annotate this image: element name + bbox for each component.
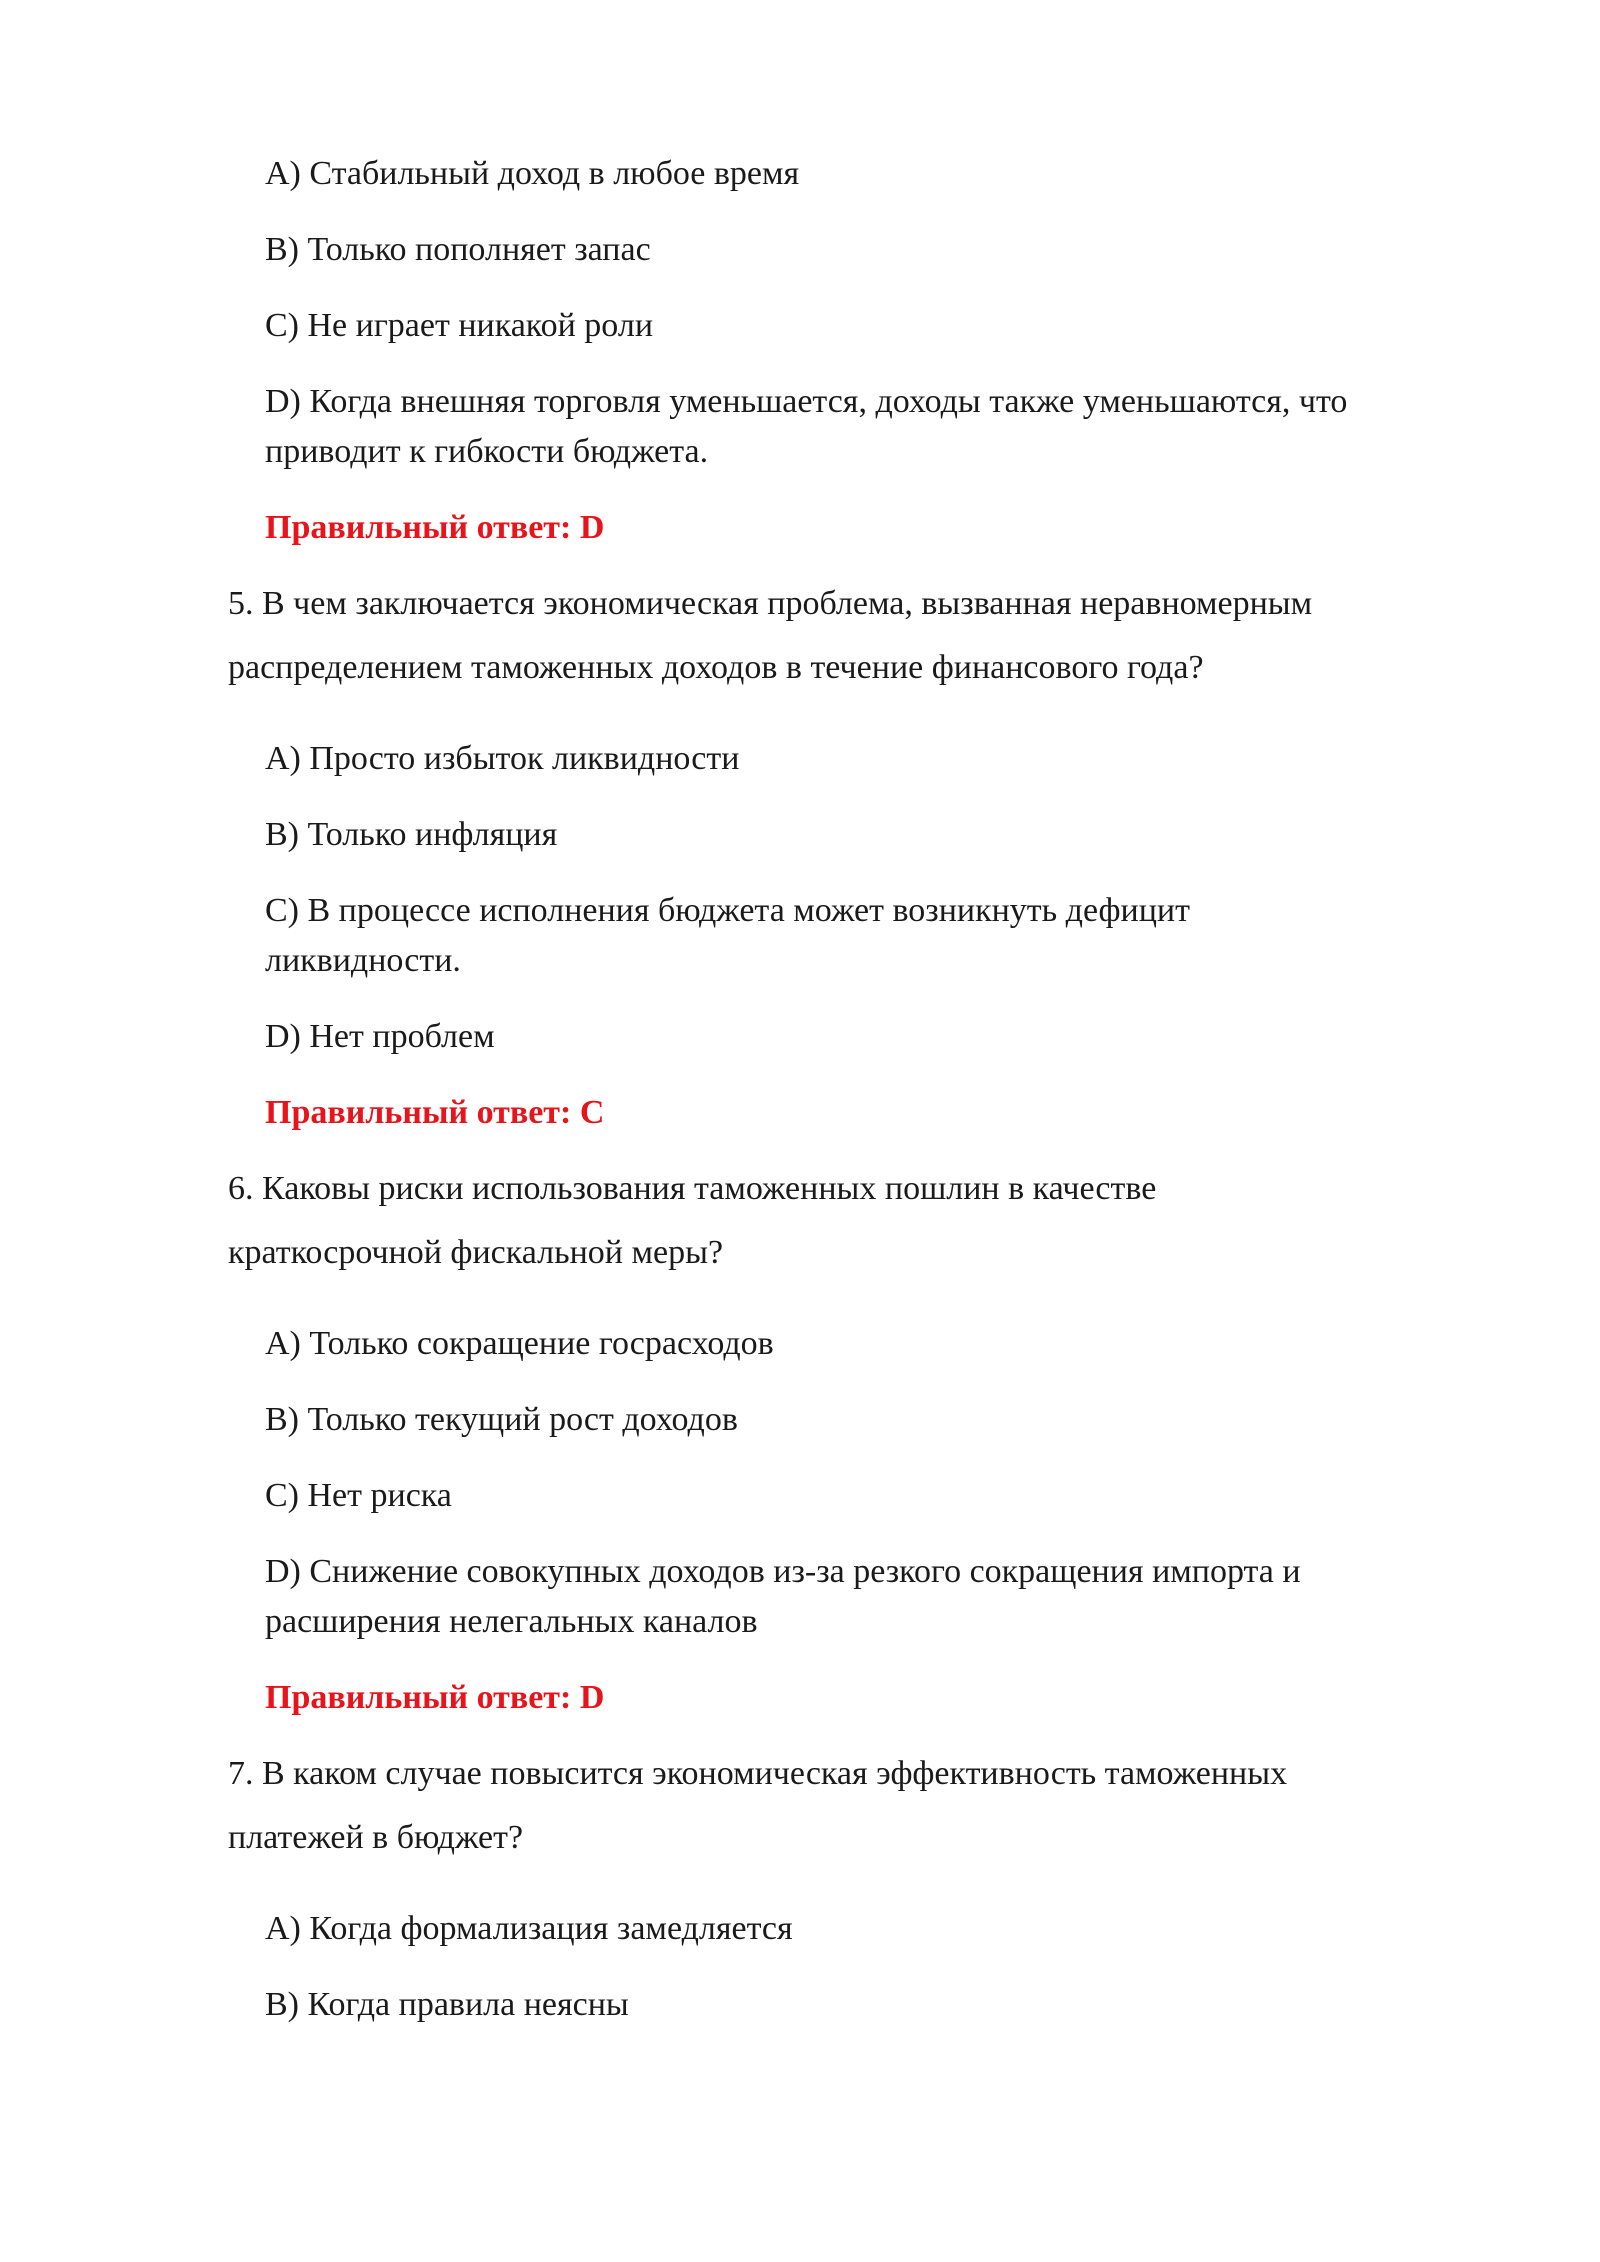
q6-option-d-line2: расширения нелегальных каналов xyxy=(265,1603,758,1640)
q5-option-d: D) Нет проблем xyxy=(265,1018,495,1055)
q4-option-d-line2: приводит к гибкости бюджета. xyxy=(265,433,709,470)
q7-option-a: A) Когда формализация замедляется xyxy=(265,1910,793,1947)
q6-option-b: B) Только текущий рост доходов xyxy=(265,1401,738,1438)
q7-question-line1: 7. В каком случае повысится экономическая эффективность таможенных xyxy=(228,1755,1288,1792)
q5-option-b: B) Только инфляция xyxy=(265,816,558,853)
q7-question-line2: платежей в бюджет? xyxy=(228,1819,524,1856)
q5-question-line1: 5. В чем заключается экономическая проблема, вызванная неравномерным xyxy=(228,585,1313,622)
q4-option-b: B) Только пополняет запас xyxy=(265,231,651,268)
q5-option-c-line1: C) В процессе исполнения бюджета может возникнуть дефицит xyxy=(265,892,1190,929)
q6-question-line2: краткосрочной фискальной меры? xyxy=(228,1234,724,1271)
q7-option-b: B) Когда правила неясны xyxy=(265,1986,629,2023)
q6-option-a: A) Только сокращение госрасходов xyxy=(265,1325,774,1362)
q6-question-line1: 6. Каковы риски использования таможенных пошлин в качестве xyxy=(228,1170,1157,1207)
q5-correct-answer: Правильный ответ: C xyxy=(265,1094,605,1131)
q5-option-a: A) Просто избыток ликвидности xyxy=(265,740,740,777)
q4-option-a: A) Стабильный доход в любое время xyxy=(265,155,800,192)
q4-option-d-line1: D) Когда внешняя торговля уменьшается, доходы также уменьшаются, что xyxy=(265,383,1348,420)
q6-option-c: C) Нет риска xyxy=(265,1477,452,1514)
q5-option-c-line2: ликвидности. xyxy=(265,942,461,979)
q5-question-line2: распределением таможенных доходов в течение финансового года? xyxy=(228,649,1204,686)
q6-correct-answer: Правильный ответ: D xyxy=(265,1679,605,1716)
q4-correct-answer: Правильный ответ: D xyxy=(265,509,605,546)
q6-option-d-line1: D) Снижение совокупных доходов из-за резкого сокращения импорта и xyxy=(265,1553,1301,1590)
q4-option-c: C) Не играет никакой роли xyxy=(265,307,654,344)
